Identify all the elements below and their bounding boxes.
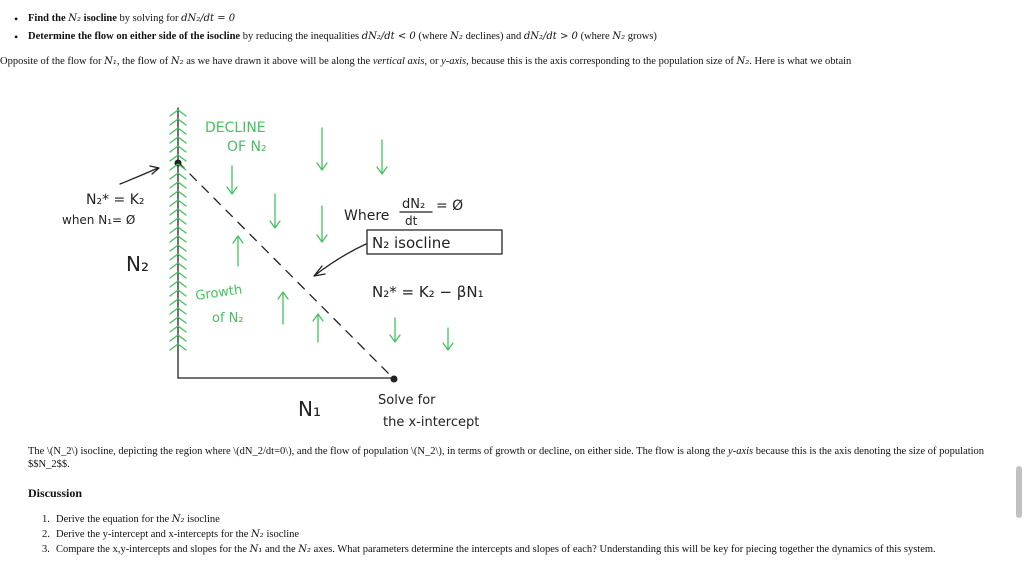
discussion-item bbox=[28, 543, 988, 556]
math-n1: N₁ bbox=[249, 544, 263, 555]
emphasis-text: y-axis bbox=[728, 446, 754, 457]
decline-label: DECLINE bbox=[205, 120, 266, 136]
instruction-bold-text: Determine the flow on either side of the isocline bbox=[28, 31, 241, 42]
isocline-label: N₂ isocline bbox=[372, 234, 451, 252]
decline-arrow bbox=[390, 318, 400, 342]
isocline-equation: N₂* = K₂ − βN₁ bbox=[372, 283, 484, 301]
x-intercept-point bbox=[391, 376, 398, 383]
caption-text: The \(N_2\) isocline, depicting the region where \(dN_2/dt=0\), and the flow of population \(N_2\), in terms of growth or decline, on either side. The flow is along the bbox=[28, 446, 726, 457]
equals-zero: = Ø bbox=[436, 198, 464, 214]
decline-arrow bbox=[317, 206, 327, 242]
decline-arrow bbox=[377, 140, 387, 174]
item-text: Derive the y-intercept and x-intercepts for the bbox=[56, 529, 249, 540]
intro-text: as we have drawn it above will be along the bbox=[186, 56, 371, 67]
solve-label: Solve for bbox=[378, 393, 436, 408]
intro-text: Opposite of the flow for bbox=[0, 56, 102, 67]
item-text: Derive the equation for the bbox=[56, 514, 170, 525]
isocline-dashed-line bbox=[178, 162, 394, 379]
instruction-bold-text: isocline bbox=[83, 13, 117, 24]
isocline-pointer-arrow bbox=[314, 244, 366, 276]
discussion-heading: Discussion bbox=[28, 486, 83, 500]
math-n2: N₂ bbox=[170, 56, 184, 67]
math-n2: N₂ bbox=[171, 514, 185, 525]
decline-arrow bbox=[270, 194, 280, 228]
instruction-text: (where bbox=[418, 31, 448, 42]
instruction-text: declines) and bbox=[465, 31, 522, 42]
math-expression: dN₂/dt < 0 bbox=[361, 31, 416, 42]
item-number: 3. bbox=[42, 544, 50, 555]
math-n2: N₂ bbox=[251, 529, 264, 540]
item-text: Compare the x,y-intercepts and slopes for the bbox=[56, 544, 247, 555]
discussion-item bbox=[28, 528, 988, 541]
instruction-bold-text: Find the bbox=[28, 13, 66, 24]
growth-arrow bbox=[278, 292, 288, 324]
figure-caption bbox=[28, 445, 990, 471]
item-text: axes. What parameters determine the intercepts and slopes of each? Understanding this will be key for piecing together the dynamics of this system. bbox=[313, 544, 936, 555]
y-axis-label: N₂ bbox=[126, 252, 149, 276]
discussion-list bbox=[28, 513, 988, 558]
math-n1: N₁ bbox=[104, 56, 117, 67]
decline-arrow bbox=[227, 166, 237, 194]
item-text: isocline bbox=[187, 514, 220, 525]
where-label: Where bbox=[344, 208, 390, 224]
item-number: 2. bbox=[42, 529, 50, 540]
intro-text: , or bbox=[424, 56, 439, 67]
item-text: isocline bbox=[266, 529, 300, 540]
decline-arrow bbox=[443, 328, 453, 350]
intro-paragraph bbox=[0, 56, 851, 67]
growth-arrow bbox=[313, 314, 323, 342]
condition-label: when N₁= Ø bbox=[62, 213, 136, 227]
instruction-text: by solving for bbox=[119, 13, 179, 24]
intro-text: . Here is what we obtain bbox=[749, 56, 852, 67]
solve-label-2: the x-intercept bbox=[383, 415, 480, 430]
discussion-item bbox=[28, 513, 988, 526]
growth-arrow bbox=[233, 236, 243, 266]
equilibrium-label: N₂* = K₂ bbox=[86, 192, 145, 208]
growth-label-2: of N₂ bbox=[212, 311, 244, 326]
instruction-text: grows) bbox=[627, 31, 657, 42]
math-n2: N₂ bbox=[736, 56, 750, 67]
instruction-list bbox=[12, 10, 657, 46]
item-text: and the bbox=[265, 544, 296, 555]
instruction-text: by reducing the inequalities bbox=[242, 31, 360, 42]
x-axis-label: N₁ bbox=[298, 397, 321, 421]
math-n2: N₂ bbox=[612, 31, 626, 42]
instruction-item bbox=[12, 10, 657, 28]
intro-text: , the flow of bbox=[116, 56, 169, 67]
caption-text: because this is the axis denoting the size of population $$N_2$$. bbox=[28, 446, 985, 470]
isocline-figure bbox=[0, 96, 560, 441]
pointer-arrow bbox=[120, 166, 159, 184]
growth-label: Growth bbox=[194, 282, 244, 304]
math-expression: dN₂/dt = 0 bbox=[181, 13, 236, 24]
intro-text: , because this is the axis corresponding to the population size of bbox=[466, 56, 734, 67]
emphasis-text: y-axis bbox=[441, 56, 467, 67]
scrollbar-thumb[interactable] bbox=[1016, 466, 1022, 518]
decline-arrow bbox=[317, 128, 327, 170]
decline-label-2: OF N₂ bbox=[227, 139, 267, 155]
item-number: 1. bbox=[42, 514, 50, 525]
fraction-denominator: dt bbox=[405, 214, 418, 228]
emphasis-text: vertical axis bbox=[372, 56, 425, 67]
instruction-item bbox=[12, 28, 657, 46]
math-n2: N₂ bbox=[450, 31, 463, 42]
fraction-numerator: dN₂ bbox=[402, 197, 426, 212]
math-n2: N₂ bbox=[68, 13, 82, 24]
math-expression: dN₂/dt > 0 bbox=[523, 31, 578, 42]
math-n2: N₂ bbox=[298, 544, 312, 555]
instruction-text: (where bbox=[580, 31, 610, 42]
